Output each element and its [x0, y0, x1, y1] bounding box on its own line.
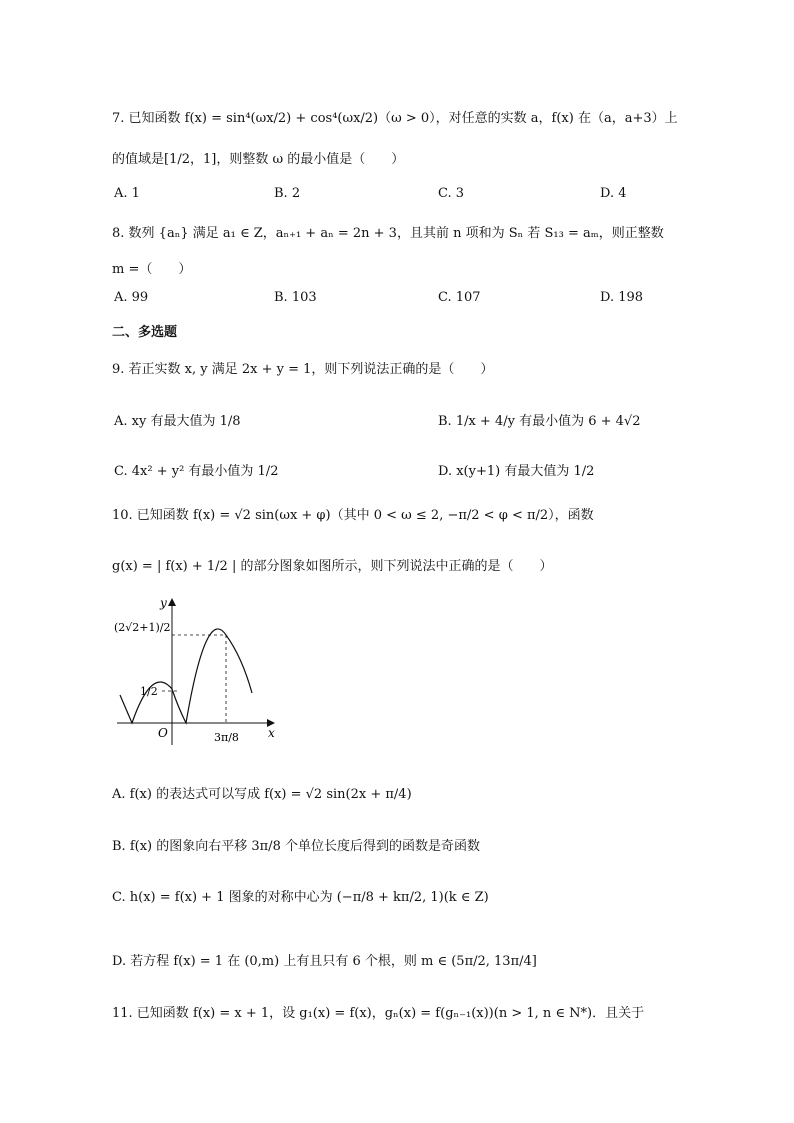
q10-graph: [112, 595, 292, 755]
q8-option-a: A. 99: [114, 290, 149, 305]
g-curve: [120, 629, 252, 723]
q10-option-c: C. h(x) = f(x) + 1 图象的对称中心为 (−π/8 + kπ/2, 1)(k ∈ Z): [112, 890, 489, 905]
q7-stem-line1: 7. 已知函数 f(x) = sin⁴(ωx/2) + cos⁴(ωx/2)（ω > 0），对任意的实数 a，f(x) 在（a，a+3）上: [112, 111, 678, 126]
q9-option-d: D. x(y+1) 有最大值为 1/2: [438, 464, 595, 479]
y-tick-top-label: (2√2+1)/2: [114, 621, 171, 634]
q7-option-b: B. 2: [274, 186, 301, 201]
origin-label: O: [158, 726, 168, 740]
y-axis-label: y: [160, 596, 167, 610]
y-tick-half-label: 1/2: [140, 685, 158, 698]
x-axis-label: x: [268, 726, 275, 740]
q7-option-d: D. 4: [600, 186, 627, 201]
q10-option-a: A. f(x) 的表达式可以写成 f(x) = √2 sin(2x + π/4): [112, 787, 412, 802]
q9-option-c: C. 4x² + y² 有最小值为 1/2: [114, 464, 279, 479]
q7-option-c: C. 3: [438, 186, 465, 201]
q9-stem: 9. 若正实数 x, y 满足 2x + y = 1，则下列说法正确的是（ ）: [112, 362, 494, 377]
x-tick-label: 3π/8: [214, 731, 239, 744]
y-axis-arrow: [168, 598, 176, 606]
q8-option-d: D. 198: [600, 290, 644, 305]
q9-option-b: B. 1/x + 4/y 有最小值为 6 + 4√2: [438, 414, 641, 429]
q10-stem-line2: g(x) = | f(x) + 1/2 | 的部分图象如图所示，则下列说法中正确的是（ ）: [112, 559, 553, 574]
section-title: 二、多选题: [112, 325, 178, 340]
q8-option-b: B. 103: [274, 290, 317, 305]
q10-stem-line1: 10. 已知函数 f(x) = √2 sin(ωx + φ)（其中 0 < ω ≤ 2, −π/2 < φ < π/2），函数: [112, 508, 594, 523]
q10-option-d: D. 若方程 f(x) = 1 在 (0,m) 上有且只有 6 个根，则 m ∈ (5π/2, 13π/4]: [112, 954, 537, 969]
q7-option-a: A. 1: [114, 186, 140, 201]
q8-stem-line2: m =（ ）: [112, 262, 192, 277]
q11-stem: 11. 已知函数 f(x) = x + 1，设 g₁(x) = f(x)，gₙ(x) = f(gₙ₋₁(x))(n > 1, n ∈ N*)．且关于: [112, 1006, 645, 1021]
q7-stem-line2: 的值域是[1/2，1]，则整数 ω 的最小值是（ ）: [112, 152, 405, 167]
q8-stem-line1: 8. 数列 {aₙ} 满足 a₁ ∈ Z，aₙ₊₁ + aₙ = 2n + 3，且其前 n 项和为 Sₙ 若 S₁₃ = aₘ，则正整数: [112, 226, 664, 241]
q9-option-a: A. xy 有最大值为 1/8: [114, 414, 241, 429]
q10-option-b: B. f(x) 的图象向右平移 3π/8 个单位长度后得到的函数是奇函数: [112, 839, 480, 854]
q8-option-c: C. 107: [438, 290, 481, 305]
